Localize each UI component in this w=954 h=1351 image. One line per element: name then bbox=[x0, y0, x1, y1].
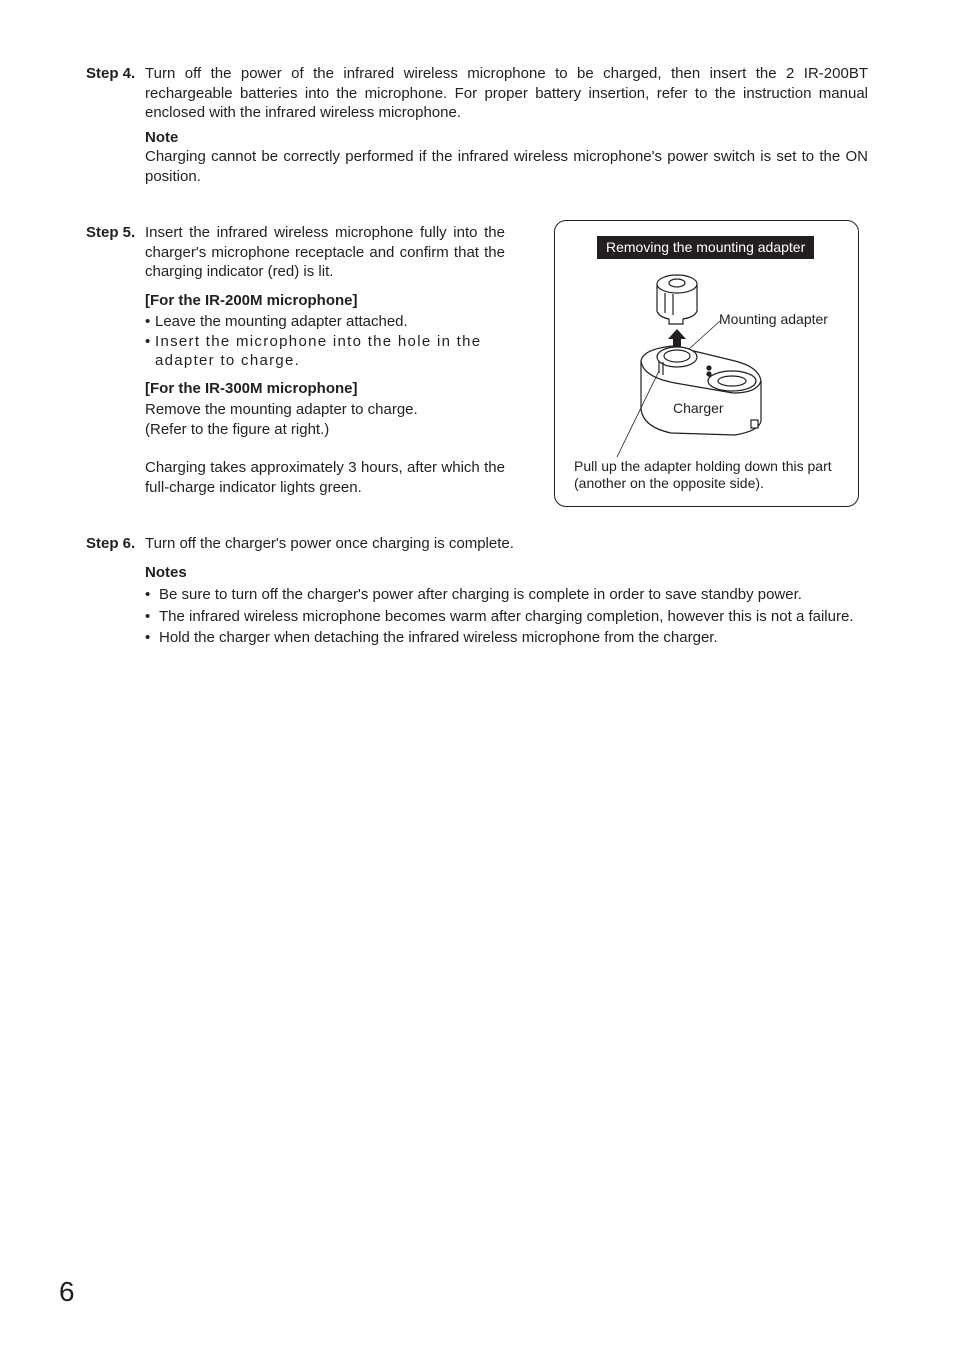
step-6-text: Turn off the charger's power once charging is complete. bbox=[145, 535, 514, 552]
step-4-note-text: Charging cannot be correctly performed if the infrared wireless microphone's power switch is set to the ON position. bbox=[145, 148, 868, 185]
step-4 bbox=[86, 64, 868, 186]
step-5 bbox=[86, 223, 506, 497]
ir200m-heading: [For the IR-200M microphone] bbox=[145, 291, 358, 309]
step-5-body bbox=[145, 223, 505, 497]
ir300m-line-2: (Refer to the figure at right.) bbox=[145, 420, 330, 438]
step-5-label: Step 5. bbox=[86, 224, 136, 241]
leader-line-adapter bbox=[689, 321, 720, 349]
step-6-notes-title: Notes bbox=[145, 563, 187, 581]
step-6 bbox=[86, 534, 868, 650]
figure-caption-line-2: (another on the opposite side). bbox=[574, 475, 764, 491]
list-item: • Hold the charger when detaching the infrared wireless microphone from the charger. bbox=[145, 628, 868, 648]
list-item: • The infrared wireless microphone becomes warm after charging completion, however this is not a failure. bbox=[145, 607, 868, 627]
list-item: • Leave the mounting adapter attached. bbox=[145, 312, 505, 332]
ir300m-heading: [For the IR-300M microphone] bbox=[145, 379, 358, 397]
mounting-adapter-label: Mounting adapter bbox=[719, 311, 828, 327]
step-4-body bbox=[145, 64, 868, 186]
list-item: • Be sure to turn off the charger's power after charging is complete in order to save standby power. bbox=[145, 585, 868, 605]
charger-drawing bbox=[641, 346, 761, 435]
figure-panel bbox=[554, 220, 859, 507]
step-4-label: Step 4. bbox=[86, 65, 136, 82]
step-5-text: Insert the infrared wireless microphone fully into the charger's microphone receptacle and confirm that the charging indicator (red) is lit. bbox=[145, 224, 505, 280]
figure-title: Removing the mounting adapter bbox=[597, 236, 814, 259]
charger-label: Charger bbox=[673, 400, 724, 416]
list-item: • Insert the microphone into the hole in the adapter to charge. bbox=[145, 332, 505, 371]
ir300m-line-1: Remove the mounting adapter to charge. bbox=[145, 401, 418, 418]
mounting-adapter-drawing bbox=[657, 275, 697, 324]
step-6-label: Step 6. bbox=[86, 535, 136, 552]
charging-time-text: Charging takes approximately 3 hours, after which the full-charge indicator lights green. bbox=[145, 459, 505, 496]
page-number: 6 bbox=[59, 1276, 75, 1307]
step-6-body bbox=[145, 534, 868, 648]
step-6-notes bbox=[145, 585, 868, 648]
step-4-text: Turn off the power of the infrared wireless microphone to be charged, then insert the 2 IR-200BT rechargeable batteries into the microphone. For proper battery insertion, refer to the instruction manual enclosed with the infrared wireless microphone. bbox=[145, 65, 868, 121]
figure-caption-line-1: Pull up the adapter holding down this part bbox=[574, 458, 832, 474]
step-4-note-title: Note bbox=[145, 128, 179, 146]
ir200m-bullets bbox=[145, 312, 505, 371]
